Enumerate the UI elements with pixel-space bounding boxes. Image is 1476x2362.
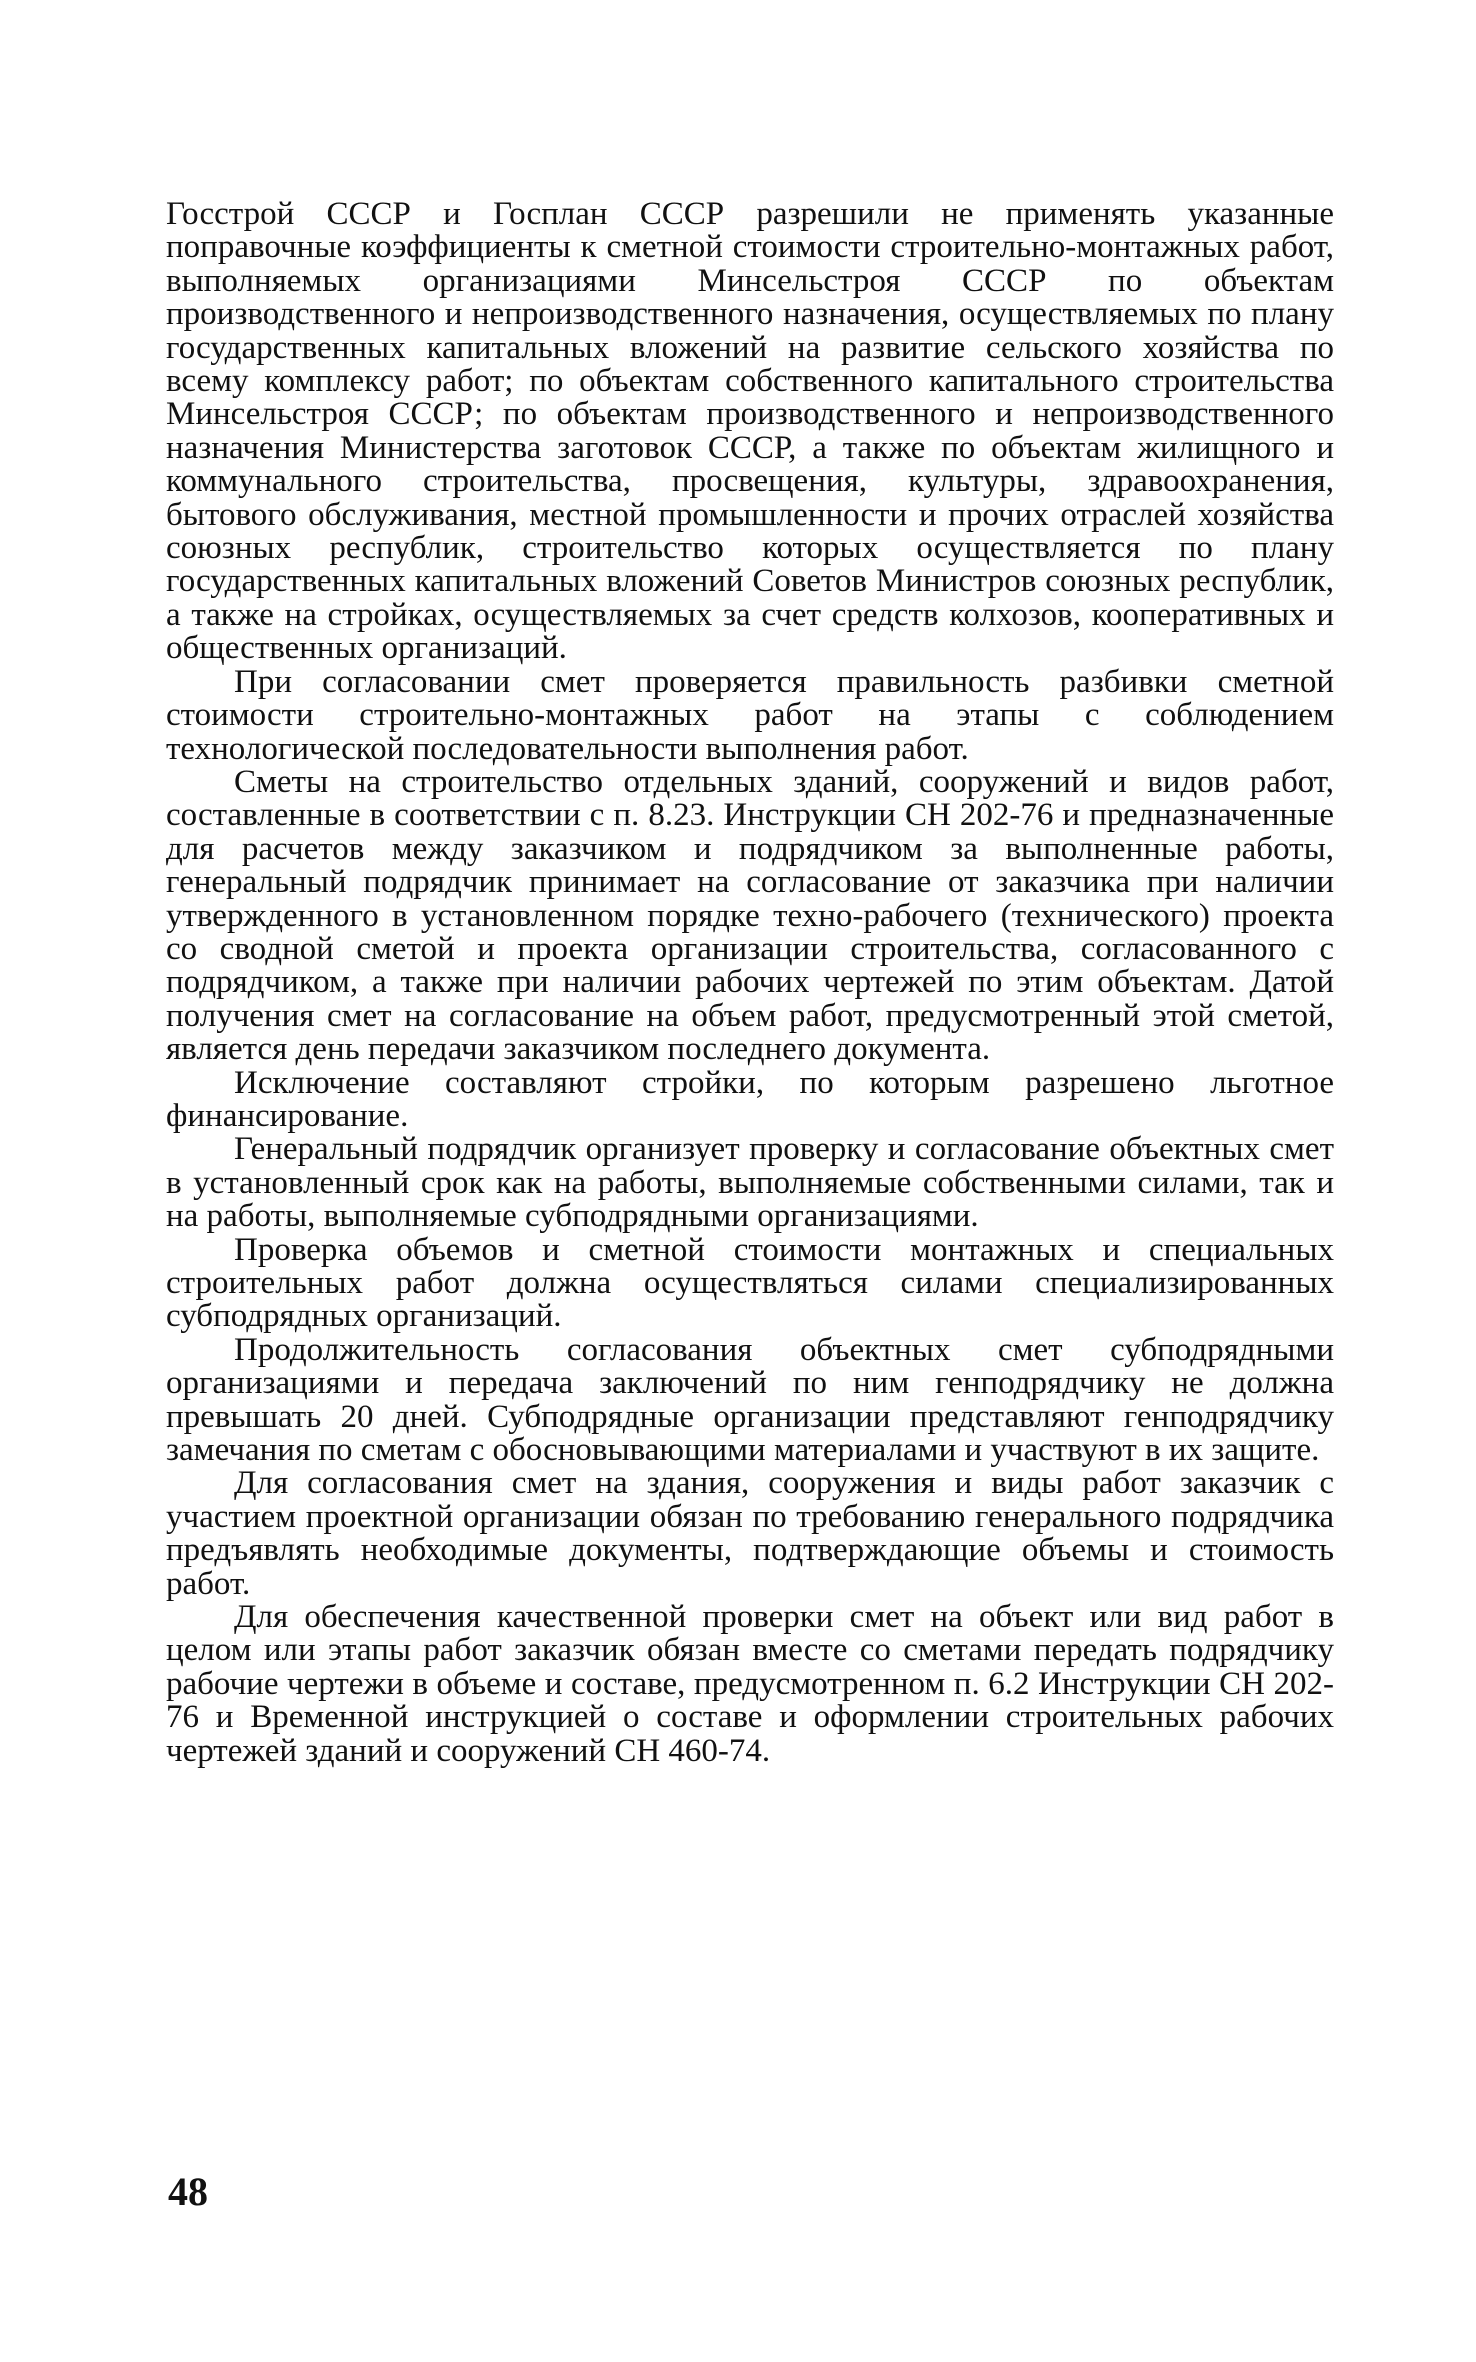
paragraph: Генеральный подрядчик организует проверку и согласование объектных смет в установленный срок как на работы, выполняемые собственными силами, так и на работы, выполняемые субподрядными организациями. — [166, 1131, 1334, 1235]
paragraph: Для обеспечения качественной проверки смет на объект или вид работ в целом или этапы работ заказчик обязан вместе со сметами передать подрядчику рабочие чертежи в объеме и составе, предусмотренном п. 6.2 Инструкции СН 202-76 и Временной инструкцией о составе и оформлении строительных рабочих чертежей зданий и сооружений СН 460-74. — [166, 1599, 1334, 1769]
paragraph: Продолжительность согласования объектных смет субподрядными организациями и передача заключений по ним генподрядчику не должна превышать 20 дней. Субподрядные организации представляют генподрядчику замечания по сметам с обосновывающими материалами и участвуют в их защите. — [166, 1331, 1334, 1469]
body-text — [166, 198, 1334, 1768]
page-number: 48 — [168, 2169, 208, 2214]
paragraph: Проверка объемов и сметной стоимости монтажных и специальных строительных работ должна осуществляться силами специализированных субподрядных организаций. — [166, 1231, 1334, 1335]
paragraph: Исключение составляют стройки, по которым разрешено льготное финансирование. — [166, 1064, 1334, 1134]
paragraph: При согласовании смет проверяется правильность разбивки сметной стоимости строительно-монтажных работ на этапы с соблюдением технологической последовательности выполнения работ. — [166, 663, 1334, 767]
paragraph: Для согласования смет на здания, сооружения и виды работ заказчик с участием проектной организации обязан по требованию генерального подрядчика предъявлять необходимые документы, подтверждающие объемы и стоимость работ. — [166, 1465, 1334, 1602]
paragraph: Госстрой СССР и Госплан СССР разрешили не применять указанные поправочные коэффициенты к сметной стоимости строительно-монтажных работ, выполняемых организациями Минсельстроя СССР по объектам производственного и непроизводственного назначения, осуществляемых по плану государственных капитальных вложений на развитие сельского хозяйства по всему комплексу работ; по объектам собственного капитального строительства Минсельстроя СССР; по объектам производственного и непроизводственного назначения Министерства заготовок СССР, а также по объектам жилищного и коммунального строительства, просвещения, культуры, здравоохранения, бытового обслуживания, местной промышленности и прочих отраслей хозяйства союзных республик, строительство которых осуществляется по плану государственных капитальных вложений Советов Министров союзных республик, а также на стройках, осуществляемых за счет средств колхозов, кооперативных и общественных организаций. — [166, 196, 1334, 667]
paragraph: Сметы на строительство отдельных зданий, сооружений и видов работ, составленные в соответствии с п. 8.23. Инструкции СН 202-76 и предназначенные для расчетов между заказчиком и подрядчиком за выполненные работы, генеральный подрядчик принимает на согласование от заказчика при наличии утвержденного в установленном порядке техно-рабочего (технического) проекта со сводной сметой и проекта организации строительства, согласованного с подрядчиком, а также при наличии рабочих чертежей по этим объектам. Датой получения смет на согласование на объем работ, предусмотренный этой сметой, является день передачи заказчиком последнего документа. — [166, 763, 1334, 1068]
